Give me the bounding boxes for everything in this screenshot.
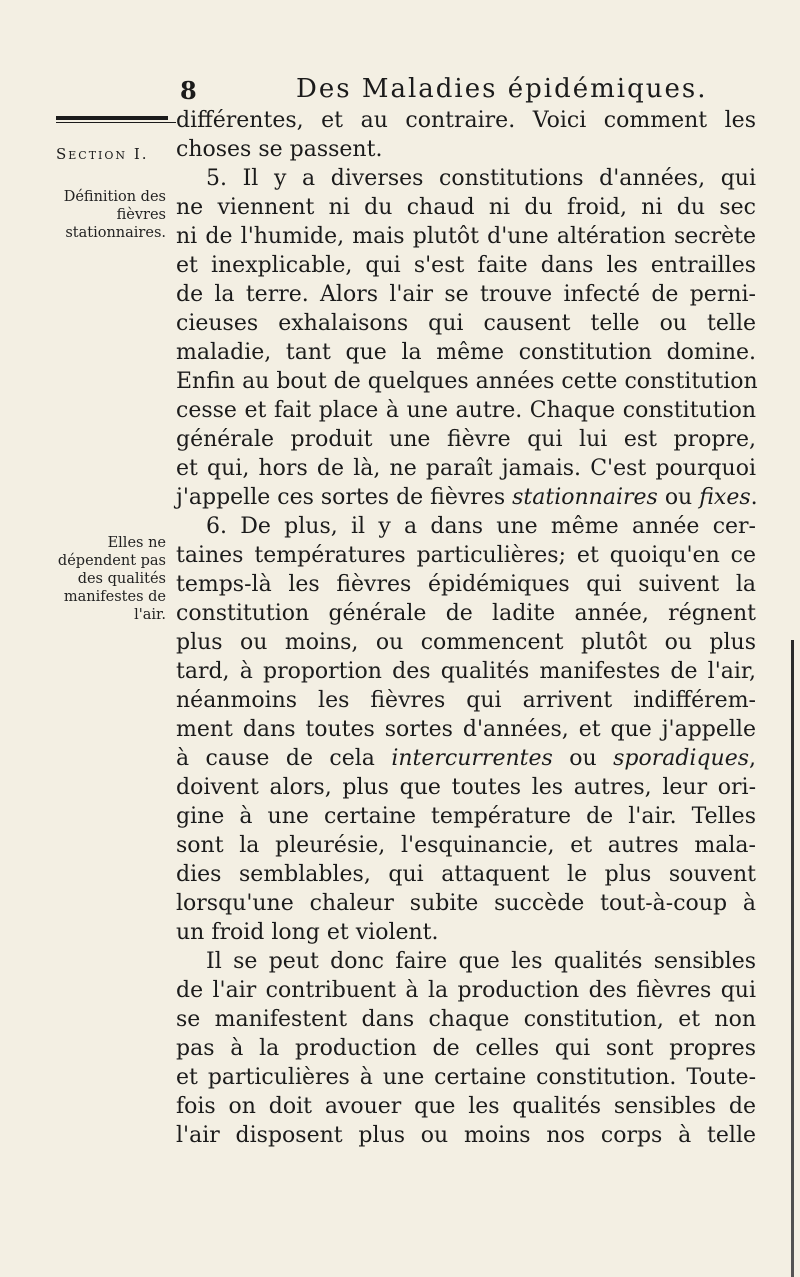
text-line: de la terre. Alors l'air se trouve infecté de perni- — [176, 282, 756, 307]
section-rule-thin — [56, 122, 176, 123]
text-line-with-italics: j'appelle ces sortes de fièvres stationnaires ou fixes. — [176, 485, 758, 510]
text-line: ne viennent ni du chaud ni du froid, ni du sec — [176, 195, 756, 220]
text-line: fois on doit avouer que les qualités sensibles de — [176, 1094, 756, 1119]
text-line: pas à la production de celles qui sont propres — [176, 1036, 756, 1061]
paragraph-6-start: 6. De plus, il y a dans une même année cer- — [206, 514, 756, 539]
text-line: de l'air contribuent à la production des fièvres qui — [176, 978, 756, 1003]
text-line: cesse et fait place à une autre. Chaque constitution — [176, 398, 756, 423]
text-line: et particulières à une certaine constitution. Toute- — [176, 1065, 756, 1090]
text-line: cieuses exhalaisons qui causent telle ou telle — [176, 311, 756, 336]
text-line: dies semblables, qui attaquent le plus souvent — [176, 862, 756, 887]
text-line: taines températures particulières; et quoiqu'en ce — [176, 543, 756, 568]
text-line: ment dans toutes sortes d'années, et que j'appelle — [176, 717, 756, 742]
text-line: sont la pleurésie, l'esquinancie, et autres mala- — [176, 833, 756, 858]
term-sporadiques: sporadiques — [613, 746, 750, 771]
text-line: ni de l'humide, mais plutôt d'une altération secrète — [176, 224, 756, 249]
text-line: se manifestent dans chaque constitution, et non — [176, 1007, 756, 1032]
page-header — [0, 74, 800, 110]
text-line: et qui, hors de là, ne paraît jamais. C'est pourquoi — [176, 456, 756, 481]
text-line: l'air disposent plus ou moins nos corps à telle — [176, 1123, 756, 1148]
term-intercurrentes: intercurrentes — [391, 746, 553, 771]
text-line: lorsqu'une chaleur subite succède tout-à-coup à — [176, 891, 756, 916]
text-line: plus ou moins, ou commencent plutôt ou plus — [176, 630, 756, 655]
text-line: générale produit une fièvre qui lui est propre, — [176, 427, 756, 452]
text-line: tard, à proportion des qualités manifestes de l'air, — [176, 659, 756, 684]
paragraph-5-start: 5. Il y a diverses constitutions d'années, qui — [206, 166, 756, 191]
text-line: constitution générale de ladite année, régnent — [176, 601, 756, 626]
scan-edge-shadow — [791, 640, 794, 1277]
term-stationnaires: stationnaires — [512, 485, 658, 510]
text-line: gine à une certaine température de l'air. Telles — [176, 804, 756, 829]
margin-note-qualities: Elles ne dépendent pas des qualités manifestes de l'air. — [57, 535, 166, 623]
margin-note-definition: Définition des fièvres stationnaires. — [63, 189, 166, 241]
running-title: Des Maladies épidémiques. — [296, 74, 708, 104]
text-line: maladie, tant que la même constitution domine. — [176, 340, 756, 365]
text-line-with-italics: à cause de cela intercurrentes ou sporadiques, — [176, 746, 757, 771]
page-number: 8 — [180, 76, 197, 105]
section-rule — [56, 116, 168, 120]
text-line: Enfin au bout de quelques années cette constitution — [176, 369, 758, 394]
section-label: Section I. — [56, 145, 149, 163]
text-line: et inexplicable, qui s'est faite dans les entrailles — [176, 253, 756, 278]
text-line: différentes, et au contraire. Voici comment les — [176, 108, 756, 133]
text-line: néanmoins les fièvres qui arrivent indifférem- — [176, 688, 756, 713]
text-line: doivent alors, plus que toutes les autres, leur ori- — [176, 775, 756, 800]
text-line: temps-là les fièvres épidémiques qui suivent la — [176, 572, 756, 597]
term-fixes: fixes — [699, 485, 751, 510]
paragraph-7-start: Il se peut donc faire que les qualités sensibles — [206, 949, 756, 974]
text-line: choses se passent. — [176, 137, 383, 162]
text-line: un froid long et violent. — [176, 920, 439, 945]
body-text — [176, 106, 756, 1150]
